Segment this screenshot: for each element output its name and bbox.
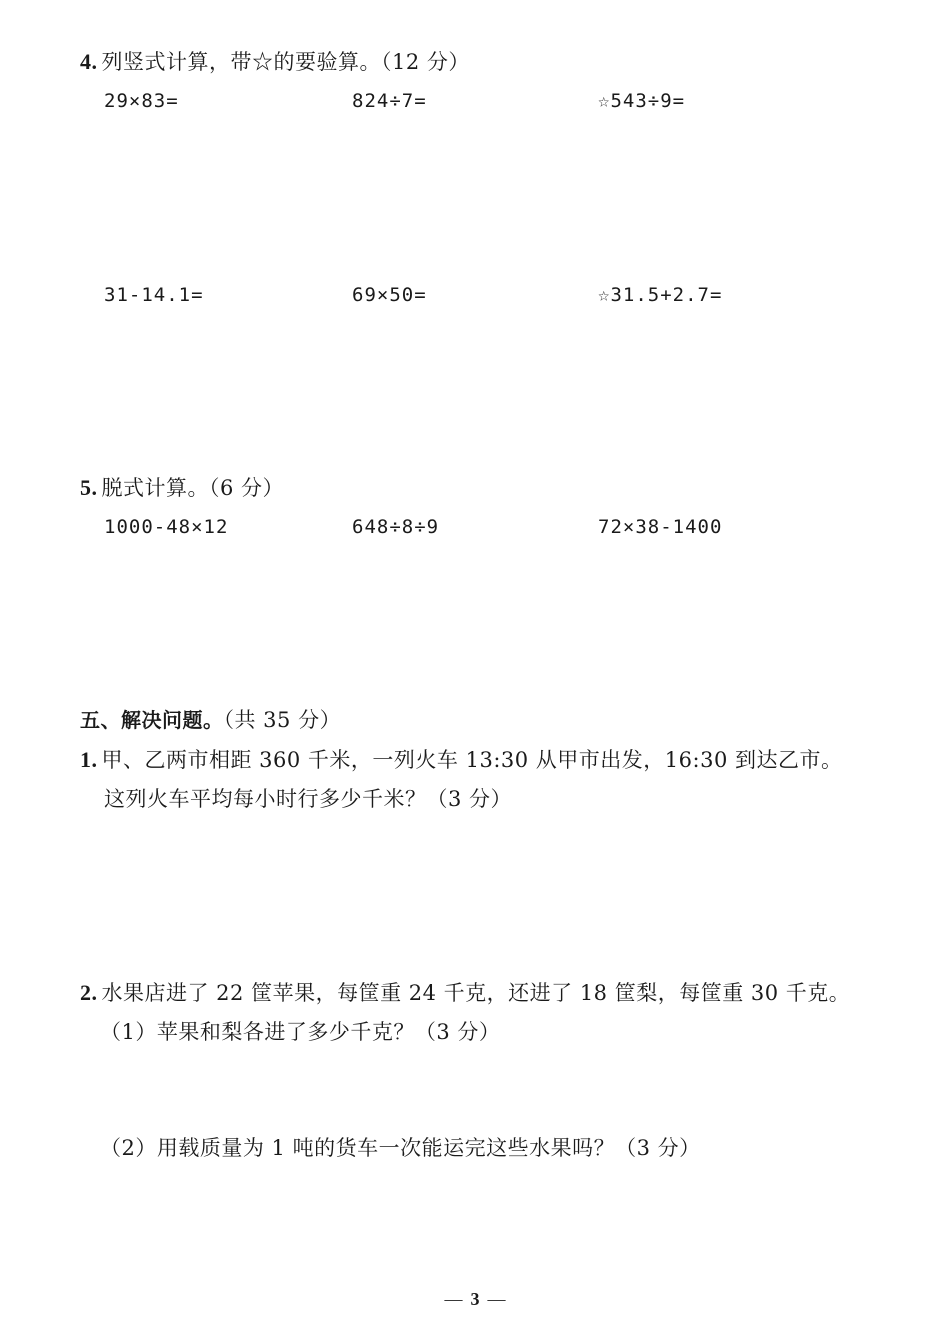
problem-1-line-2: 这列火车平均每小时行多少千米？（3 分） [104,787,513,811]
q4-expr-3: ☆543÷9= [598,90,686,112]
question-4-prompt [80,48,470,76]
problem-1-line-1 [80,746,843,774]
q5-expr-1: 1000-48×12 [104,516,229,538]
section-5-heading [80,706,341,734]
problem-1-number: 1. [80,747,98,772]
problem-2-subquestion-1: （1）苹果和梨各进了多少千克？（3 分） [100,1020,501,1044]
problem-2-line-1 [80,979,850,1007]
footer-dash-right: — [487,1289,506,1309]
problem-2-subquestion-2: （2）用载质量为 1 吨的货车一次能运完这些水果吗？（3 分） [100,1136,701,1160]
question-5-number: 5. [80,475,98,500]
problem-2-text: 水果店进了 22 筐苹果，每筐重 24 千克，还进了 18 筐梨，每筐重 30 千克。 [101,981,851,1005]
q4-expr-1: 29×83= [104,90,179,112]
question-5-text: 脱式计算。（6 分） [101,476,285,500]
section-5-points: （共 35 分） [223,708,342,732]
q5-expr-2: 648÷8÷9 [352,516,440,538]
q4-expr-5: 69×50= [352,284,427,306]
question-4-number: 4. [80,49,98,74]
q4-expr-2: 824÷7= [352,90,427,112]
section-5-title: 五、解决问题。 [80,708,224,732]
q5-expr-3: 72×38-1400 [598,516,723,538]
q4-expr-6: ☆31.5+2.7= [598,284,723,306]
page-footer [0,1287,950,1311]
footer-dash-left: — [444,1289,463,1309]
question-5-prompt [80,474,284,502]
question-4-text: 列竖式计算，带☆的要验算。（12 分） [101,50,470,74]
q4-expr-4: 31-14.1= [104,284,204,306]
page-number: 3 [470,1289,480,1309]
problem-1-text: 甲、乙两市相距 360 千米，一列火车 13:30 从甲市出发，16:30 到达乙市。 [101,748,843,772]
problem-2-number: 2. [80,980,98,1005]
